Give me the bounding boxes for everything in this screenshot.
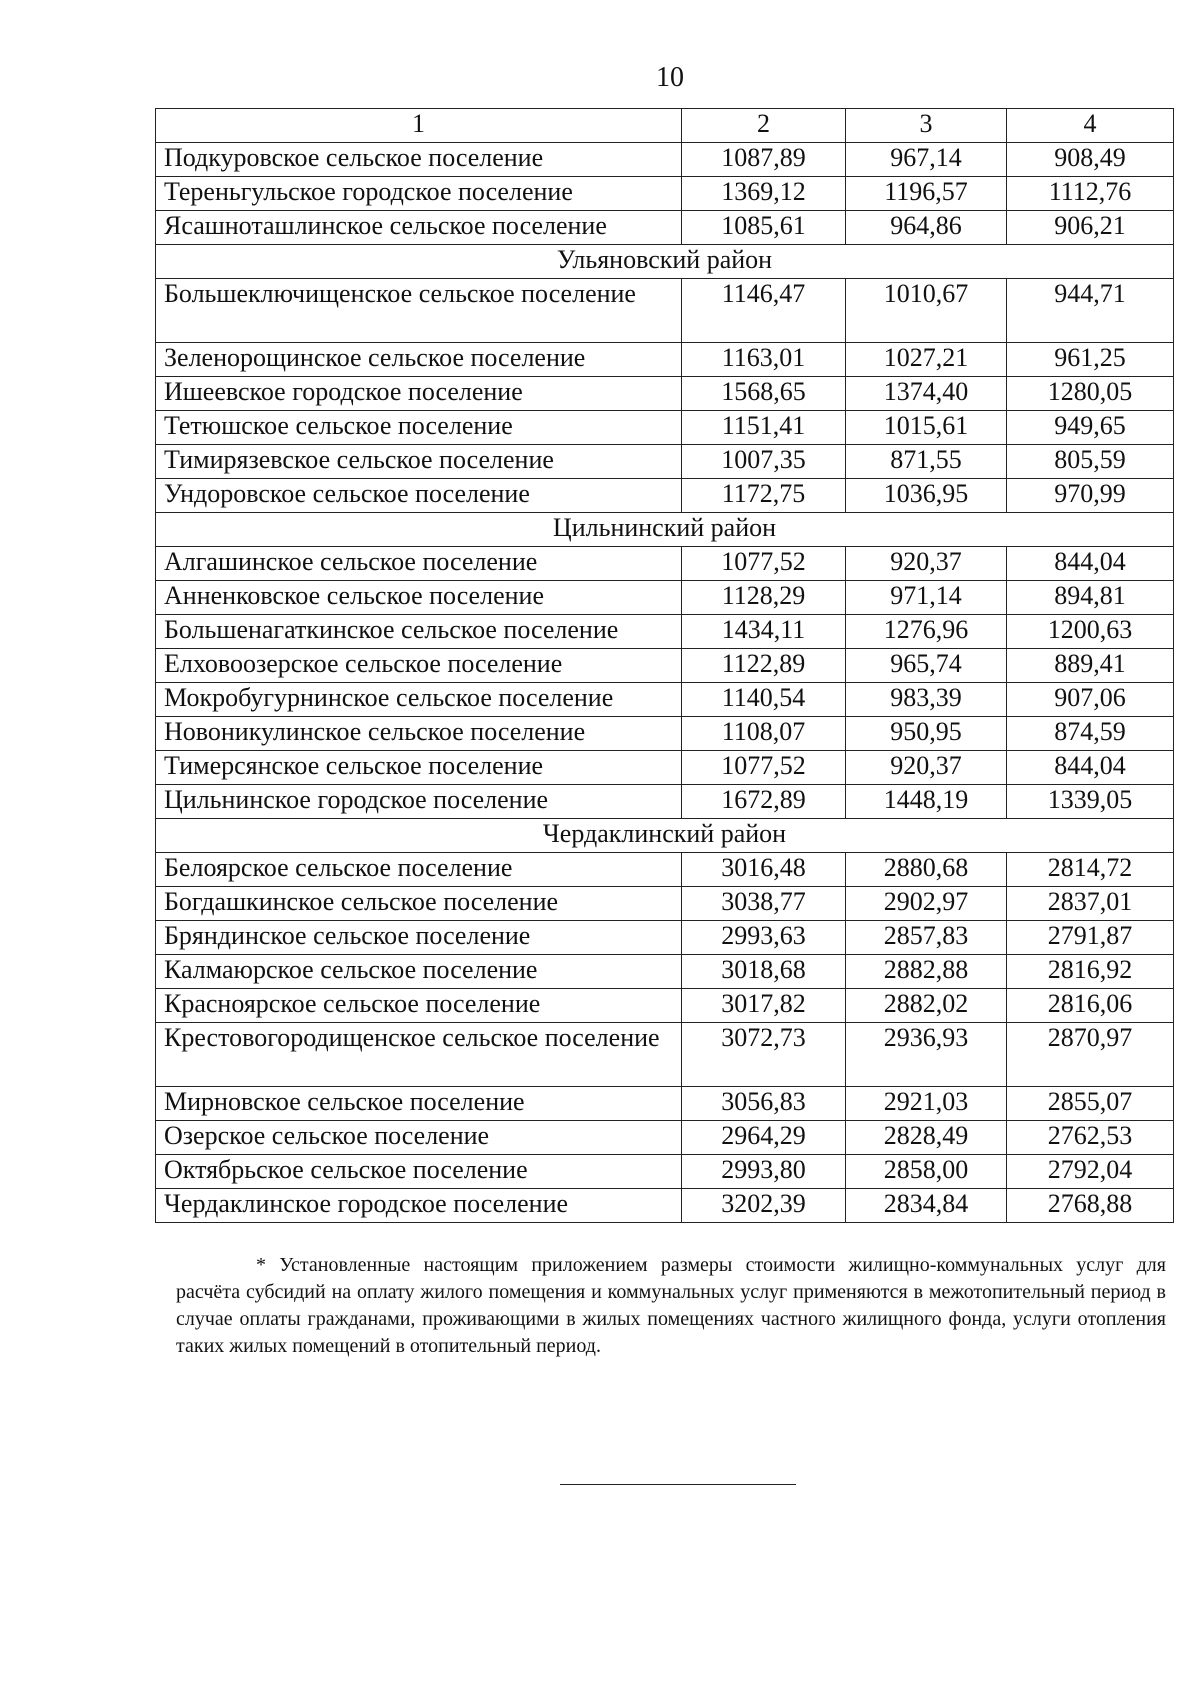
table-row [156,177,1174,211]
settlement-name: Богдашкинское сельское поселение [156,887,682,921]
header-cell: 3 [846,109,1007,143]
table-row [156,751,1174,785]
settlement-name: Тимерсянское сельское поселение [156,751,682,785]
value-cell: 2858,00 [846,1155,1007,1189]
value-cell: 889,41 [1007,649,1174,683]
table-row [156,717,1174,751]
value-cell: 920,37 [846,547,1007,581]
value-cell: 2921,03 [846,1087,1007,1121]
value-cell: 1280,05 [1007,377,1174,411]
value-cell: 1108,07 [682,717,846,751]
value-cell: 1010,67 [846,279,1007,343]
settlement-name: Калмаюрское сельское поселение [156,955,682,989]
table-row [156,1087,1174,1121]
value-cell: 983,39 [846,683,1007,717]
district-name: Чердаклинский район [156,819,1174,853]
value-cell: 844,04 [1007,547,1174,581]
settlement-name: Елховоозерское сельское поселение [156,649,682,683]
value-cell: 2855,07 [1007,1087,1174,1121]
table-row [156,547,1174,581]
value-cell: 1434,11 [682,615,846,649]
district-name: Ульяновский район [156,245,1174,279]
district-row [156,245,1174,279]
value-cell: 2902,97 [846,887,1007,921]
value-cell: 949,65 [1007,411,1174,445]
table-row [156,211,1174,245]
value-cell: 2993,80 [682,1155,846,1189]
value-cell: 1122,89 [682,649,846,683]
value-cell: 2857,83 [846,921,1007,955]
closing-rule [560,1484,796,1485]
settlement-name: Красноярское сельское поселение [156,989,682,1023]
table-row [156,785,1174,819]
value-cell: 1027,21 [846,343,1007,377]
header-cell: 1 [156,109,682,143]
value-cell: 1015,61 [846,411,1007,445]
table-row [156,1023,1174,1087]
settlement-name: Большенагаткинское сельское поселение [156,615,682,649]
settlement-name: Бряндинское сельское поселение [156,921,682,955]
value-cell: 907,06 [1007,683,1174,717]
value-cell: 805,59 [1007,445,1174,479]
value-cell: 970,99 [1007,479,1174,513]
settlement-name: Алгашинское сельское поселение [156,547,682,581]
header-cell: 2 [682,109,846,143]
header-cell: 4 [1007,109,1174,143]
settlement-name: Анненковское сельское поселение [156,581,682,615]
table-row [156,445,1174,479]
settlement-name: Крестовогородищенское сельское поселение [156,1023,682,1087]
value-cell: 2828,49 [846,1121,1007,1155]
value-cell: 1036,95 [846,479,1007,513]
table-row [156,1121,1174,1155]
value-cell: 950,95 [846,717,1007,751]
value-cell: 3017,82 [682,989,846,1023]
settlement-name: Ясашноташлинское сельское поселение [156,211,682,245]
value-cell: 1077,52 [682,547,846,581]
value-cell: 2762,53 [1007,1121,1174,1155]
value-cell: 1568,65 [682,377,846,411]
value-cell: 908,49 [1007,143,1174,177]
value-cell: 961,25 [1007,343,1174,377]
value-cell: 2768,88 [1007,1189,1174,1223]
value-cell: 1085,61 [682,211,846,245]
value-cell: 1276,96 [846,615,1007,649]
settlement-name: Тимирязевское сельское поселение [156,445,682,479]
value-cell: 1172,75 [682,479,846,513]
table-row [156,279,1174,343]
value-cell: 2837,01 [1007,887,1174,921]
value-cell: 2792,04 [1007,1155,1174,1189]
value-cell: 2834,84 [846,1189,1007,1223]
value-cell: 1369,12 [682,177,846,211]
value-cell: 1146,47 [682,279,846,343]
settlement-name: Подкуровское сельское поселение [156,143,682,177]
value-cell: 844,04 [1007,751,1174,785]
value-cell: 894,81 [1007,581,1174,615]
table-row [156,683,1174,717]
settlement-name: Новоникулинское сельское поселение [156,717,682,751]
settlement-name: Большеключищенское сельское поселение [156,279,682,343]
settlement-name: Зеленорощинское сельское поселение [156,343,682,377]
table-row [156,853,1174,887]
settlement-name: Мокробугурнинское сельское поселение [156,683,682,717]
value-cell: 1112,76 [1007,177,1174,211]
value-cell: 1151,41 [682,411,846,445]
table-row [156,887,1174,921]
district-row [156,513,1174,547]
value-cell: 2814,72 [1007,853,1174,887]
value-cell: 965,74 [846,649,1007,683]
table-header-row [156,109,1174,143]
settlement-name: Тереньгульское городское поселение [156,177,682,211]
value-cell: 2870,97 [1007,1023,1174,1087]
value-cell: 3016,48 [682,853,846,887]
table-row [156,143,1174,177]
value-cell: 2880,68 [846,853,1007,887]
value-cell: 3202,39 [682,1189,846,1223]
table-row [156,581,1174,615]
value-cell: 1087,89 [682,143,846,177]
value-cell: 944,71 [1007,279,1174,343]
settlement-name: Ишеевское городское поселение [156,377,682,411]
value-cell: 971,14 [846,581,1007,615]
value-cell: 1200,63 [1007,615,1174,649]
value-cell: 3038,77 [682,887,846,921]
footnote: * Установленные настоящим приложением размеры стоимости жилищно-коммунальных услуг для расчёта субсидий на оплату жилого помещения и коммунальных услуг применяются в межотопительный период в случае оплаты гражданами, проживающими в жилых помещениях частного жилищного фонда, услуги отопления таких жилых помещений в отопительный период. [176,1254,1166,1357]
value-cell: 1374,40 [846,377,1007,411]
value-cell: 2791,87 [1007,921,1174,955]
value-cell: 3072,73 [682,1023,846,1087]
settlement-name: Ундоровское сельское поселение [156,479,682,513]
table-row [156,615,1174,649]
page-number: 10 [656,62,684,93]
value-cell: 2964,29 [682,1121,846,1155]
value-cell: 1339,05 [1007,785,1174,819]
value-cell: 1128,29 [682,581,846,615]
settlement-name: Мирновское сельское поселение [156,1087,682,1121]
value-cell: 1196,57 [846,177,1007,211]
district-name: Цильнинский район [156,513,1174,547]
value-cell: 2993,63 [682,921,846,955]
table-row [156,479,1174,513]
value-cell: 1007,35 [682,445,846,479]
value-cell: 967,14 [846,143,1007,177]
value-cell: 920,37 [846,751,1007,785]
tariff-table [155,108,1174,1223]
value-cell: 2882,02 [846,989,1007,1023]
value-cell: 1140,54 [682,683,846,717]
table-row [156,343,1174,377]
table-row [156,1189,1174,1223]
table-row [156,989,1174,1023]
table-row [156,955,1174,989]
value-cell: 1077,52 [682,751,846,785]
value-cell: 2936,93 [846,1023,1007,1087]
settlement-name: Тетюшское сельское поселение [156,411,682,445]
value-cell: 2882,88 [846,955,1007,989]
settlement-name: Белоярское сельское поселение [156,853,682,887]
table-row [156,1155,1174,1189]
table-row [156,411,1174,445]
value-cell: 871,55 [846,445,1007,479]
value-cell: 874,59 [1007,717,1174,751]
table-row [156,649,1174,683]
value-cell: 1163,01 [682,343,846,377]
value-cell: 1672,89 [682,785,846,819]
settlement-name: Цильнинское городское поселение [156,785,682,819]
settlement-name: Октябрьское сельское поселение [156,1155,682,1189]
value-cell: 906,21 [1007,211,1174,245]
value-cell: 2816,92 [1007,955,1174,989]
value-cell: 2816,06 [1007,989,1174,1023]
district-row [156,819,1174,853]
value-cell: 3056,83 [682,1087,846,1121]
settlement-name: Озерское сельское поселение [156,1121,682,1155]
value-cell: 964,86 [846,211,1007,245]
value-cell: 3018,68 [682,955,846,989]
table-row [156,377,1174,411]
value-cell: 1448,19 [846,785,1007,819]
table-row [156,921,1174,955]
settlement-name: Чердаклинское городское поселение [156,1189,682,1223]
